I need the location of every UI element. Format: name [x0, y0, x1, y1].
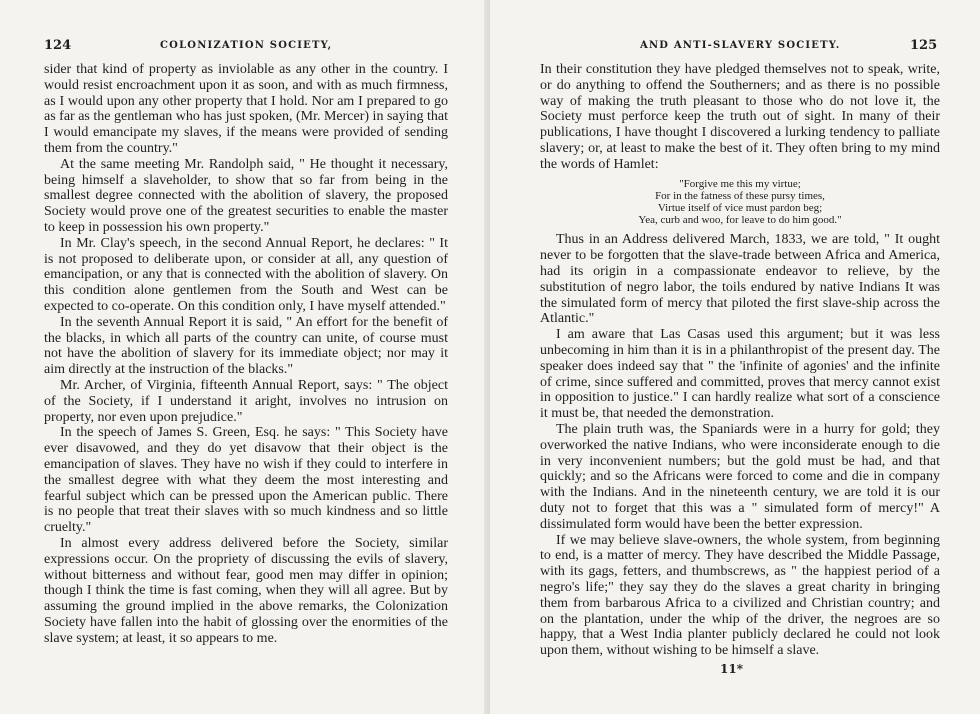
paragraph: sider that kind of property as inviolable as any other in the country. I would resist encroachment upon it as soon, and with as much firmness, as I would upon any other property that I hold. Nor am I prepared to go as far as the gentleman who has just spoken, (Mr. Mercer) in saying that I would emancipate my slaves, if the means were provided of sending them from the country."	[44, 62, 448, 156]
paragraph: In the speech of James S. Green, Esq. he says: " This Society have ever disavowed, and they do yet disavow that their object is the emancipation of slaves. They have no wish if they could to interfere in the smallest degree with what they deem the most interesting and fearful subject which can be pressed upon the American public. There is no people that treat their slaves with so much kindness and so little cruelty."	[44, 425, 448, 536]
paragraph: Mr. Archer, of Virginia, fifteenth Annual Report, says: " The object of the Society, if I understand it aright, involves no intrusion on property, nor even upon prejudice."	[44, 377, 448, 425]
right-running-head: AND ANTI-SLAVERY SOCIETY.	[640, 40, 841, 51]
quote-line: Yea, curb and woo, for leave to do him good."	[638, 214, 842, 227]
quote-line: Virtue itself of vice must pardon beg;	[657, 201, 823, 214]
right-text-column	[540, 62, 940, 659]
paragraph: In their constitution they have pledged themselves not to speak, write, or do anything to offend the Southerners; and as there is no possible way of making the truth pleasant to those who do not love it, the Society must perforce keep the truth out of sight. In many of their publications, I have thought I discovered a lurking tendency to palliate slavery; or, at least to make the best of it. They often bring to my mind the words of Hamlet:	[540, 62, 940, 172]
left-text-column	[44, 62, 448, 646]
signature-mark: 11*	[720, 662, 743, 676]
paragraph: If we may believe slave-owners, the whole system, from beginning to end, is a matter of mercy. They have described the Middle Passage, with its gags, fetters, and thumbscrews, as " the happiest period of a negro's life;" they say they do the slaves a great charity in bringing them from barbarous Africa to a civilized and Christian country; and on the plantation, under the whip of the driver, the negroes are so happy, that a West India planter publicly declared he could not look upon them, without wishing to be himself a slave.	[540, 532, 940, 659]
left-running-head: COLONIZATION SOCIETY,	[160, 40, 333, 51]
hamlet-quote	[540, 178, 940, 227]
paragraph: The plain truth was, the Spaniards were in a hurry for gold; they overworked the native Indians, who were inconsiderate enough to die in very inconvenient numbers; but the gold must be had, and that quickly; and so the Africans were forced to come and die in company with the Indians. And in the nineteenth century, we are told it is our duty not to forget that this was a " simulated form of mercy!" A dissimulated form would have been the better expression.	[540, 421, 940, 532]
paragraph: In the seventh Annual Report it is said, " An effort for the benefit of the blacks, in which all parts of the country can unite, of course must not have the abolition of slavery for its immediate object; nor may it aim directly at the instruction of the blacks."	[44, 314, 448, 378]
paragraph: At the same meeting Mr. Randolph said, " He thought it necessary, being himself a slaveholder, to show that so far from being in the smallest degree connected with the abolition of slavery, the proposed Society would prove one of the greatest securities to enable the master to keep in possession his own property."	[44, 156, 448, 235]
quote-line: For in the fatness of these pursy times,	[655, 189, 825, 202]
right-page	[490, 0, 980, 714]
paragraph: Thus in an Address delivered March, 1833, we are told, " It ought never to be forgotten that the slave-trade between Africa and America, had its origin in a compassionate endeavor to relieve, by the substitution of negro labor, the toils endured by native Indians It was the simulated form of mercy that piloted the first slave-ship across the Atlantic."	[540, 232, 940, 327]
paragraph: In almost every address delivered before the Society, similar expressions occur. On the propriety of discussing the evils of slavery, without bitterness and without fear, good men may differ in opinion; though I think the time is fast coming, when they will all agree. But by assuming the ground implied in the above remarks, the Colonization Society have fallen into the habit of glossing over the enormities of the slave system; at least, it so appears to me.	[44, 535, 448, 646]
paragraph: I am aware that Las Casas used this argument; but it was less unbecoming in him than it is in a philanthropist of the present day. The speaker does indeed say that " the 'infinite of agonies' and the infinite of crime, since suffered and committed, proves that mercy cannot exist in opposition to justice." I can hardly realize what sort of a conscience it must be, that needed the demonstration.	[540, 327, 940, 422]
quote-line: "Forgive me this my virtue;	[679, 177, 801, 190]
right-page-number: 125	[910, 38, 938, 53]
left-page-number: 124	[44, 38, 72, 53]
paragraph: In Mr. Clay's speech, in the second Annual Report, he declares: " It is not proposed to deliberate upon, or consider at all, any question of emancipation, or any that is connected with the abolition of slavery. On this condition alone gentlemen from the South and West can be expected to co-operate. On this condition only, I have myself attended."	[44, 235, 448, 314]
